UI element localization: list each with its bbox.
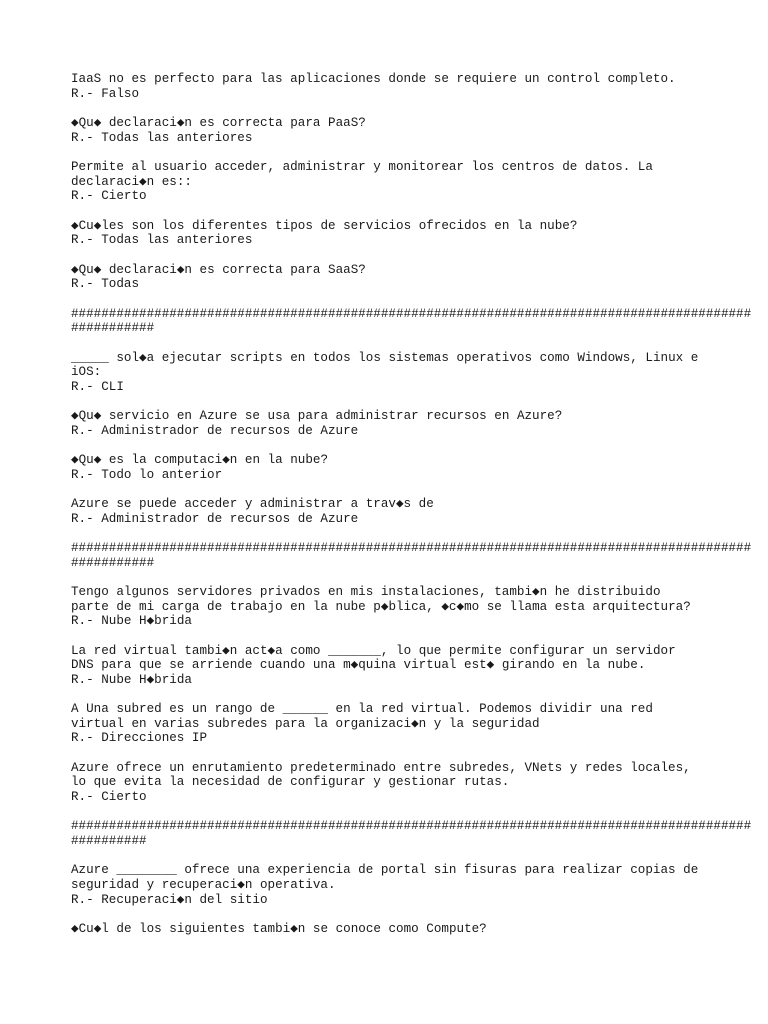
question-line: virtual en varias subredes para la organizaci◆n y la seguridad [71,716,540,731]
section-separator [71,819,752,848]
answer-line: R.- Administrador de recursos de Azure [71,511,359,526]
question-line: _____ sol◆a ejecutar scripts en todos los sistemas operativos como Windows, Linux e [71,350,699,365]
separator-line: ########################################################################################## [71,541,752,556]
qa-block [71,644,711,688]
answer-line: R.- Falso [71,86,140,101]
answer-line: R.- Cierto [71,789,147,804]
question-line: Azure ________ ofrece una experiencia de portal sin fisuras para realizar copias de [71,863,699,878]
answer-line: R.- CLI [71,379,124,394]
qa-block [71,263,711,292]
qa-block [71,585,711,629]
question-line: declaraci◆n es:: [71,174,192,189]
question-line: ◆Qu◆ declaraci◆n es correcta para PaaS? [71,115,366,130]
question-line: Azure se puede acceder y administrar a trav◆s de [71,497,434,512]
qa-block [71,761,711,805]
section-separator [71,306,752,336]
qa-block [71,409,711,438]
answer-line: R.- Nube H◆brida [71,672,192,687]
answer-line: R.- Todas las anteriores [71,233,253,248]
answer-line: R.- Direcciones IP [71,731,208,746]
qa-block [71,351,711,395]
question-line: ◆Qu◆ declaraci◆n es correcta para SaaS? [71,262,366,277]
separator-line: ########################################################################################## [71,819,752,834]
answer-line: R.- Recuperaci◆n del sitio [71,892,268,907]
answer-line: R.- Nube H◆brida [71,614,192,629]
answer-line: R.- Cierto [71,189,147,204]
question-line: Permite al usuario acceder, administrar y monitorear los centros de datos. La [71,159,653,174]
qa-block [71,219,711,248]
section-separator [71,541,752,570]
document-page [71,72,752,951]
answer-line: R.- Todo lo anterior [71,467,223,482]
question-line: ◆Qu◆ es la computaci◆n en la nube? [71,453,329,468]
answer-line: R.- Todas las anteriores [71,130,253,145]
question-line: DNS para que se arriende cuando una m◆quina virtual est◆ girando en la nube. [71,658,646,673]
qa-block [71,72,711,101]
qa-block [71,497,711,526]
question-line: A Una subred es un rango de ______ en la red virtual. Podemos dividir una red [71,702,653,717]
question-line: seguridad y recuperaci◆n operativa. [71,877,336,892]
question-line: Azure ofrece un enrutamiento predeterminado entre subredes, VNets y redes locales, [71,760,691,775]
qa-block [71,116,711,145]
question-line: ◆Qu◆ servicio en Azure se usa para administrar recursos en Azure? [71,409,563,424]
question-line: iOS: [71,365,102,380]
separator-line: ########### [71,321,155,336]
answer-line: R.- Todas [71,277,140,292]
qa-block [71,863,711,907]
qa-block [71,453,711,482]
qa-block [71,702,711,746]
question-line: IaaS no es perfecto para las aplicaciones donde se requiere un control completo. [71,72,676,86]
separator-line: ########## [71,833,147,848]
separator-line: ########################################################################################## [71,306,752,321]
question-line: La red virtual tambi◆n act◆a como _______, lo que permite configurar un servidor [71,643,676,658]
question-line: ◆Cu◆l de los siguientes tambi◆n se conoce como Compute? [71,921,487,936]
question-line: ◆Cu◆les son los diferentes tipos de servicios ofrecidos en la nube? [71,218,578,233]
separator-line: ########### [71,555,155,570]
answer-line: R.- Administrador de recursos de Azure [71,423,359,438]
question-line: lo que evita la necesidad de configurar y gestionar rutas. [71,775,510,790]
question-line: parte de mi carga de trabajo en la nube p◆blica, ◆c◆mo se llama esta arquitectura? [71,599,691,614]
question-line: Tengo algunos servidores privados en mis instalaciones, tambi◆n he distribuido [71,585,661,600]
qa-block [71,922,711,937]
qa-block [71,160,711,204]
